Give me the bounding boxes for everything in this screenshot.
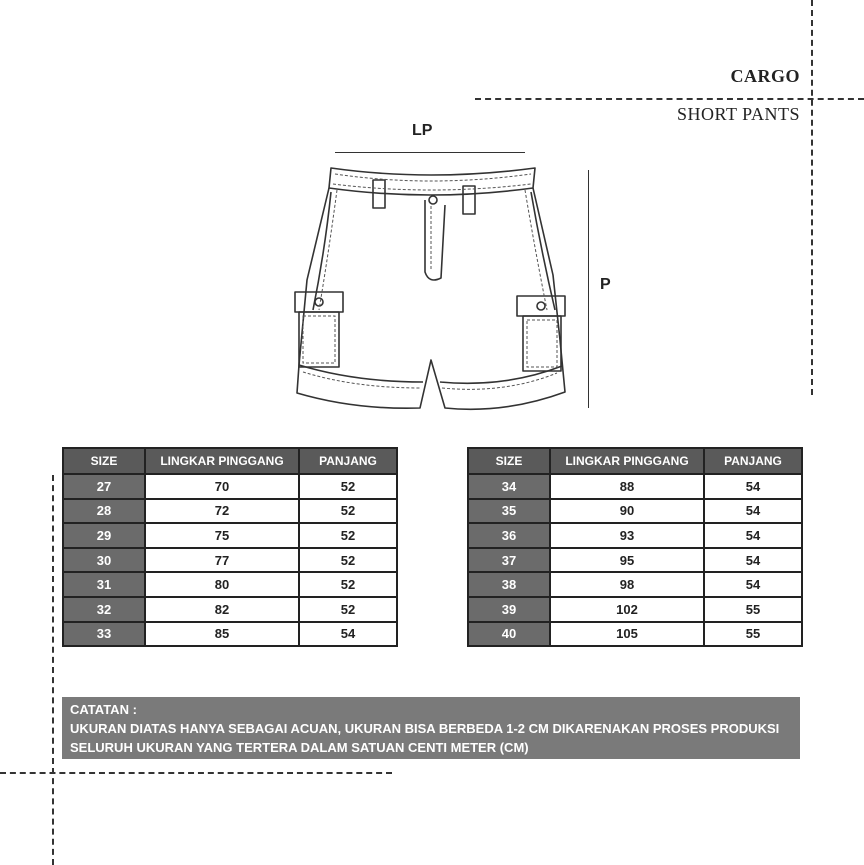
table-row (468, 499, 802, 524)
notes-heading: CATATAN : (70, 702, 137, 717)
length-label: P (600, 276, 611, 293)
length-cell: 55 (704, 597, 802, 622)
table-header-row (468, 448, 802, 474)
column-header-waist: LINGKAR PINGGANG (550, 448, 704, 474)
size-table-left (62, 447, 398, 647)
size-cell: 33 (63, 622, 145, 647)
waist-cell: 102 (550, 597, 704, 622)
size-table-right (467, 447, 803, 647)
notes-line-1: UKURAN DIATAS HANYA SEBAGAI ACUAN, UKURAN BISA BERBEDA 1-2 CM DIKARENAKAN PROSES PRODUKSI (70, 721, 780, 736)
size-cell: 32 (63, 597, 145, 622)
product-subtitle: SHORT PANTS (677, 104, 800, 124)
table-row (63, 523, 397, 548)
notes-line-2: SELURUH UKURAN YANG TERTERA DALAM SATUAN CENTI METER (CM) (70, 740, 529, 755)
size-cell: 29 (63, 523, 145, 548)
column-header-size: SIZE (63, 448, 145, 474)
table-row (63, 499, 397, 524)
length-cell: 54 (704, 499, 802, 524)
size-cell: 39 (468, 597, 550, 622)
product-title: CARGO (730, 66, 800, 86)
size-cell: 37 (468, 548, 550, 573)
table-row (468, 474, 802, 499)
length-cell: 54 (704, 548, 802, 573)
waist-cell: 88 (550, 474, 704, 499)
size-cell: 35 (468, 499, 550, 524)
waist-cell: 82 (145, 597, 299, 622)
size-cell: 28 (63, 499, 145, 524)
cargo-shorts-illustration (285, 160, 575, 420)
column-header-waist: LINGKAR PINGGANG (145, 448, 299, 474)
dashed-guide-left (52, 475, 54, 865)
waist-width-measure-line (335, 152, 525, 153)
table-row (468, 572, 802, 597)
waist-cell: 80 (145, 572, 299, 597)
dashed-guide-right (811, 0, 813, 395)
length-cell: 55 (704, 622, 802, 647)
dashed-guide-top (475, 98, 864, 100)
waist-cell: 70 (145, 474, 299, 499)
length-cell: 52 (299, 474, 397, 499)
waist-cell: 95 (550, 548, 704, 573)
size-cell: 30 (63, 548, 145, 573)
column-header-length: PANJANG (299, 448, 397, 474)
table-row (63, 572, 397, 597)
length-cell: 52 (299, 523, 397, 548)
length-cell: 54 (704, 523, 802, 548)
length-measure-line (588, 170, 589, 408)
size-cell: 34 (468, 474, 550, 499)
table-row (468, 548, 802, 573)
column-header-size: SIZE (468, 448, 550, 474)
table-row (468, 622, 802, 647)
waist-cell: 77 (145, 548, 299, 573)
waist-cell: 75 (145, 523, 299, 548)
size-cell: 40 (468, 622, 550, 647)
size-cell: 27 (63, 474, 145, 499)
length-cell: 54 (299, 622, 397, 647)
table-header-row (63, 448, 397, 474)
length-cell: 52 (299, 548, 397, 573)
table-row (63, 548, 397, 573)
table-row (63, 597, 397, 622)
length-cell: 54 (704, 572, 802, 597)
length-cell: 52 (299, 499, 397, 524)
waist-cell: 90 (550, 499, 704, 524)
length-cell: 52 (299, 597, 397, 622)
waist-cell: 72 (145, 499, 299, 524)
waist-cell: 98 (550, 572, 704, 597)
dashed-guide-bottom (0, 772, 392, 774)
table-row (63, 622, 397, 647)
length-cell: 52 (299, 572, 397, 597)
table-row (468, 597, 802, 622)
waist-cell: 93 (550, 523, 704, 548)
table-row (468, 523, 802, 548)
column-header-length: PANJANG (704, 448, 802, 474)
waist-cell: 105 (550, 622, 704, 647)
table-row (63, 474, 397, 499)
size-cell: 31 (63, 572, 145, 597)
waist-width-label: LP (412, 122, 433, 139)
length-cell: 54 (704, 474, 802, 499)
waist-cell: 85 (145, 622, 299, 647)
size-cell: 38 (468, 572, 550, 597)
notes-box (62, 697, 800, 759)
size-cell: 36 (468, 523, 550, 548)
